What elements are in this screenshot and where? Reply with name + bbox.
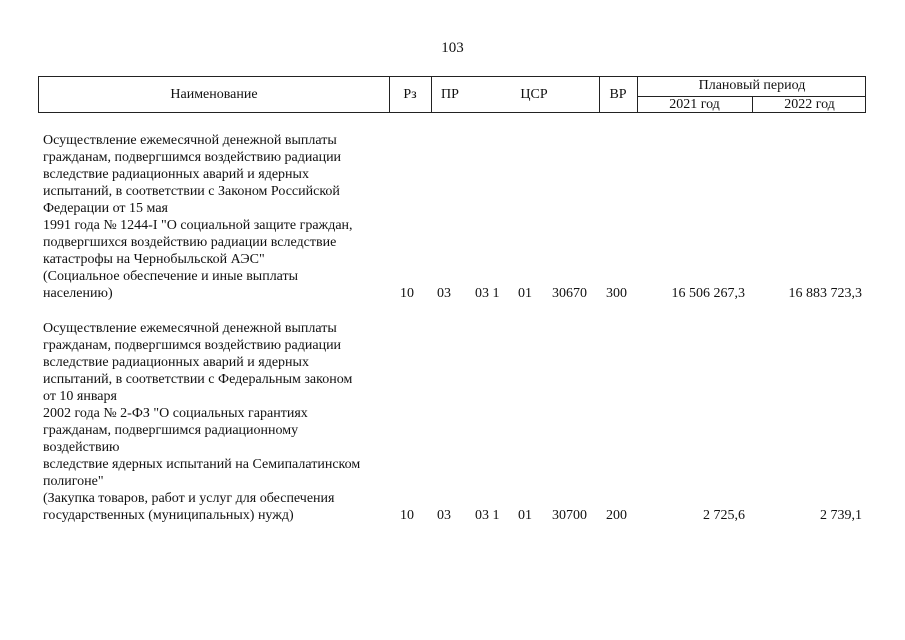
name-line: катастрофы на Чернобыльской АЭС" bbox=[43, 252, 265, 267]
name-line: 2002 года № 2-ФЗ "О социальных гарантиях bbox=[43, 406, 308, 421]
cell-2022: 16 883 723,3 bbox=[788, 286, 862, 301]
name-line: 1991 года № 1244-I "О социальной защите граждан, bbox=[43, 218, 353, 233]
name-line: воздействию bbox=[43, 440, 120, 455]
cell-csr-program: 03 1 bbox=[475, 508, 500, 523]
name-line: вследствие радиационных аварий и ядерных bbox=[43, 355, 309, 370]
name-line: Осуществление ежемесячной денежной выплаты bbox=[43, 133, 337, 148]
name-line: гражданам, подвергшимся воздействию радиации bbox=[43, 338, 342, 353]
name-line: вследствие ядерных испытаний на Семипалатинском bbox=[43, 457, 361, 472]
cell-csr-subprogram: 01 bbox=[518, 286, 532, 301]
table-header bbox=[38, 76, 866, 113]
cell-2022: 2 739,1 bbox=[820, 508, 862, 523]
name-line: вследствие радиационных аварий и ядерных bbox=[43, 167, 309, 182]
cell-vr: 200 bbox=[606, 508, 627, 523]
name-line: Осуществление ежемесячной денежной выплаты bbox=[43, 321, 337, 336]
name-line: населению) bbox=[43, 286, 113, 301]
cell-2021: 2 725,6 bbox=[703, 508, 745, 523]
cell-csr-subprogram: 01 bbox=[518, 508, 532, 523]
header-name: Наименование bbox=[170, 87, 258, 102]
name-line: государственных (муниципальных) нужд) bbox=[43, 508, 294, 523]
cell-rz: 10 bbox=[400, 508, 414, 523]
row-name bbox=[43, 132, 388, 302]
header-planned-period: Плановый период bbox=[698, 78, 806, 93]
name-line: гражданам, подвергшимся радиационному bbox=[43, 423, 299, 438]
cell-csr-code: 30670 bbox=[552, 286, 587, 301]
name-line: от 10 января bbox=[43, 389, 117, 404]
name-line: полигоне" bbox=[43, 474, 104, 489]
cell-pr: 03 bbox=[437, 286, 451, 301]
name-line: испытаний, в соответствии с Законом Российской bbox=[43, 184, 340, 199]
cell-2021: 16 506 267,3 bbox=[671, 286, 745, 301]
name-line: (Закупка товаров, работ и услуг для обеспечения bbox=[43, 491, 335, 506]
name-line: (Социальное обеспечение и иные выплаты bbox=[43, 269, 299, 284]
name-line: подвергшихся воздействию радиации вследствие bbox=[43, 235, 337, 250]
cell-vr: 300 bbox=[606, 286, 627, 301]
cell-csr-program: 03 1 bbox=[475, 286, 500, 301]
cell-pr: 03 bbox=[437, 508, 451, 523]
page-number: 103 bbox=[441, 40, 464, 56]
header-year-2022: 2022 год bbox=[784, 97, 835, 112]
name-line: испытаний, в соответствии с Федеральным законом bbox=[43, 372, 353, 387]
header-rz: Рз bbox=[403, 87, 417, 102]
cell-rz: 10 bbox=[400, 286, 414, 301]
header-vr: ВР bbox=[609, 87, 627, 102]
header-pr: ПР bbox=[441, 87, 459, 102]
name-line: Федерации от 15 мая bbox=[43, 201, 168, 216]
header-csr: ЦСР bbox=[520, 87, 548, 102]
header-year-2021: 2021 год bbox=[669, 97, 720, 112]
row-name bbox=[43, 320, 388, 524]
name-line: гражданам, подвергшимся воздействию радиации bbox=[43, 150, 342, 165]
cell-csr-code: 30700 bbox=[552, 508, 587, 523]
